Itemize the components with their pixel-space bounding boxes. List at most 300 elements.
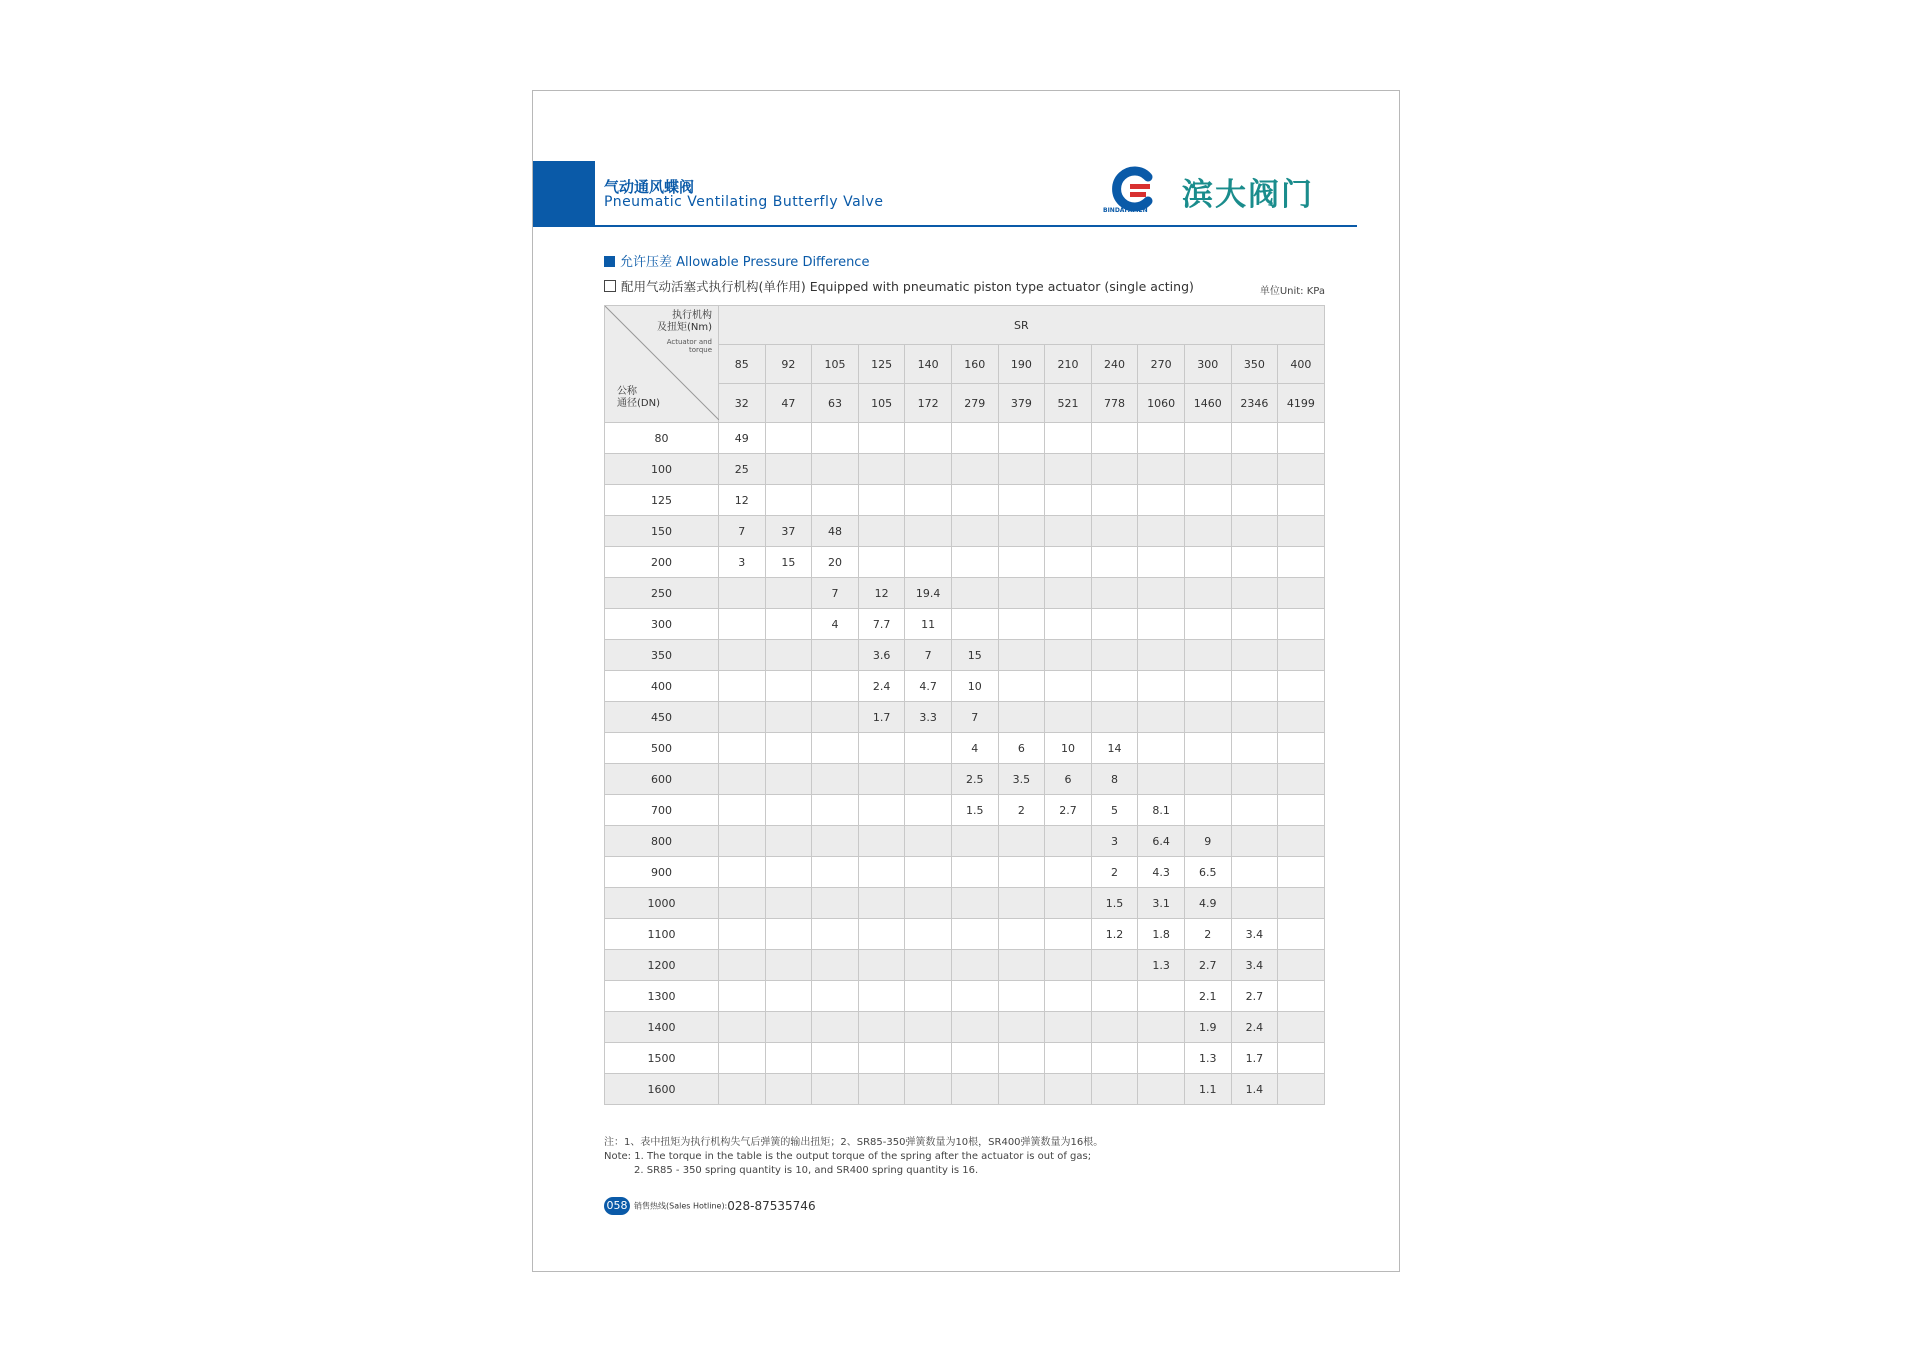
value-cell: 7 [905,640,952,671]
value-cell: 2.7 [1184,950,1231,981]
value-cell [1045,1043,1092,1074]
value-cell [765,609,812,640]
value-cell [1138,609,1185,640]
value-cell [1278,981,1325,1012]
value-cell: 2.1 [1184,981,1231,1012]
dn-cell: 450 [605,702,719,733]
value-cell [1045,547,1092,578]
dn-cell: 1100 [605,919,719,950]
value-cell [905,423,952,454]
value-cell [812,1043,859,1074]
value-cell [951,888,998,919]
value-cell [1278,578,1325,609]
table-row [605,950,1325,981]
value-cell: 3.3 [905,702,952,733]
brand-logo-text: BINDAFAMEN [1103,207,1148,214]
value-cell [905,1012,952,1043]
value-cell [765,795,812,826]
value-cell [905,547,952,578]
value-cell [1231,423,1278,454]
value-cell [951,454,998,485]
value-cell: 2 [1091,857,1138,888]
table-row [605,1074,1325,1105]
dn-cell: 200 [605,547,719,578]
value-cell [998,547,1045,578]
value-cell [1091,1012,1138,1043]
value-cell: 15 [951,640,998,671]
value-cell [1278,888,1325,919]
value-cell [812,423,859,454]
dn-cell: 125 [605,485,719,516]
corner-actuator-label: 执行机构 及扭矩(Nm) [656,310,712,333]
model-header-cell: 160 [951,345,998,384]
value-cell [719,609,766,640]
value-cell [1045,857,1092,888]
value-cell [765,981,812,1012]
hotline-label: 销售热线(Sales Hotline): [634,1201,728,1211]
value-cell [998,454,1045,485]
value-cell [1045,1012,1092,1043]
table-row [605,454,1325,485]
value-cell [1231,702,1278,733]
value-cell [765,764,812,795]
empty-square-icon [604,280,616,292]
model-header-cell: 105 [812,345,859,384]
value-cell: 14 [1091,733,1138,764]
value-cell [1045,671,1092,702]
page-number-badge: 058 [604,1197,630,1215]
table-row [605,1012,1325,1043]
value-cell [812,671,859,702]
value-cell [858,950,905,981]
table-row [605,516,1325,547]
value-cell: 7 [951,702,998,733]
section-heading-text: 允许压差 Allowable Pressure Difference [620,255,870,270]
value-cell [1231,857,1278,888]
value-cell [951,857,998,888]
value-cell [1045,981,1092,1012]
dn-cell: 250 [605,578,719,609]
value-cell: 12 [858,578,905,609]
model-header-cell: 240 [1091,345,1138,384]
table-row [605,764,1325,795]
value-cell [858,485,905,516]
value-cell [812,454,859,485]
unit-label: 单位Unit: KPa [1259,286,1325,297]
value-cell [951,516,998,547]
value-cell [812,919,859,950]
value-cell [812,1074,859,1105]
value-cell [1184,578,1231,609]
value-cell [1231,764,1278,795]
value-cell [1231,609,1278,640]
value-cell [1278,454,1325,485]
value-cell [1278,857,1325,888]
value-cell [1138,733,1185,764]
value-cell [1091,423,1138,454]
note-cn: 注：1、表中扭矩为执行机构失气后弹簧的输出扭矩；2、SR85-350弹簧数量为10根，SR400弹簧数量为16根。 [604,1137,1104,1148]
value-cell [1184,795,1231,826]
value-cell [905,1043,952,1074]
value-cell [719,981,766,1012]
value-cell: 15 [765,547,812,578]
value-cell [765,733,812,764]
value-cell [1184,516,1231,547]
notes-block [604,1136,1103,1178]
value-cell [1138,1012,1185,1043]
model-header-cell: 140 [905,345,952,384]
value-cell [812,795,859,826]
value-cell [812,981,859,1012]
model-header-cell: 270 [1138,345,1185,384]
dn-cell: 350 [605,640,719,671]
value-cell [765,1074,812,1105]
value-cell [1138,764,1185,795]
value-cell [719,733,766,764]
value-cell: 3.4 [1231,950,1278,981]
value-cell [858,547,905,578]
value-cell [951,1074,998,1105]
value-cell [812,857,859,888]
value-cell [858,1074,905,1105]
value-cell [951,950,998,981]
value-cell: 6.5 [1184,857,1231,888]
value-cell: 1.5 [1091,888,1138,919]
value-cell [1231,888,1278,919]
value-cell [719,888,766,919]
value-cell [1278,640,1325,671]
table-row [605,485,1325,516]
value-cell [1231,671,1278,702]
value-cell [998,516,1045,547]
value-cell [1278,950,1325,981]
value-cell [905,516,952,547]
value-cell: 4.3 [1138,857,1185,888]
value-cell [1231,516,1278,547]
value-cell [951,919,998,950]
value-cell: 3 [719,547,766,578]
value-cell [1231,547,1278,578]
value-cell: 37 [765,516,812,547]
dn-cell: 500 [605,733,719,764]
value-cell [1138,547,1185,578]
value-cell: 4 [812,609,859,640]
value-cell: 2.7 [1231,981,1278,1012]
page-footer [604,1197,816,1215]
value-cell [998,1012,1045,1043]
value-cell [812,640,859,671]
value-cell [1091,609,1138,640]
dn-cell: 600 [605,764,719,795]
value-cell [1278,1074,1325,1105]
value-cell [951,609,998,640]
table-row [605,733,1325,764]
value-cell [1278,547,1325,578]
value-cell [1184,485,1231,516]
value-cell: 3.6 [858,640,905,671]
value-cell [998,609,1045,640]
torque-header-cell: 778 [1091,384,1138,423]
sr-group-header: SR [719,306,1325,345]
value-cell [1278,795,1325,826]
value-cell [1091,640,1138,671]
torque-header-cell: 172 [905,384,952,423]
value-cell [905,888,952,919]
value-cell [998,485,1045,516]
value-cell [951,578,998,609]
value-cell [719,857,766,888]
value-cell [765,640,812,671]
value-cell [719,764,766,795]
value-cell [1278,764,1325,795]
value-cell [1278,1043,1325,1074]
value-cell: 1.1 [1184,1074,1231,1105]
value-cell [1138,423,1185,454]
value-cell [858,857,905,888]
value-cell [998,1043,1045,1074]
table-row [605,1043,1325,1074]
table-row [605,981,1325,1012]
value-cell [1045,609,1092,640]
value-cell [1045,578,1092,609]
value-cell: 6 [998,733,1045,764]
value-cell [858,1012,905,1043]
value-cell [1045,516,1092,547]
table-row [605,857,1325,888]
value-cell [1278,423,1325,454]
value-cell [719,826,766,857]
table-row [605,888,1325,919]
value-cell [1091,454,1138,485]
value-cell [1138,1074,1185,1105]
value-cell: 1.9 [1184,1012,1231,1043]
value-cell [998,826,1045,857]
value-cell [998,578,1045,609]
page-title-cn: 气动通风蝶阀 [604,178,695,196]
value-cell [812,1012,859,1043]
value-cell [1278,826,1325,857]
value-cell [765,671,812,702]
value-cell [1138,671,1185,702]
value-cell [1045,485,1092,516]
value-cell: 1.2 [1091,919,1138,950]
value-cell [1184,702,1231,733]
value-cell [998,857,1045,888]
value-cell: 2 [998,795,1045,826]
value-cell [1138,981,1185,1012]
model-header-cell: 92 [765,345,812,384]
value-cell [1184,609,1231,640]
value-cell [765,919,812,950]
model-header-cell: 400 [1278,345,1325,384]
value-cell [1091,671,1138,702]
value-cell [905,919,952,950]
value-cell [1091,1043,1138,1074]
value-cell [951,423,998,454]
torque-header-cell: 521 [1045,384,1092,423]
value-cell [765,454,812,485]
value-cell [719,795,766,826]
dn-cell: 400 [605,671,719,702]
value-cell: 3.4 [1231,919,1278,950]
brand-logo-icon [1108,165,1156,213]
value-cell [1231,733,1278,764]
value-cell [951,1043,998,1074]
value-cell [951,485,998,516]
value-cell [719,702,766,733]
header-rule [595,225,1357,227]
value-cell [765,423,812,454]
value-cell: 1.8 [1138,919,1185,950]
value-cell [1184,640,1231,671]
model-header-cell: 350 [1231,345,1278,384]
value-cell [1091,1074,1138,1105]
value-cell [1278,1012,1325,1043]
value-cell [765,857,812,888]
value-cell [1091,547,1138,578]
value-cell [905,764,952,795]
value-cell [1184,454,1231,485]
value-cell [1231,640,1278,671]
value-cell [1278,702,1325,733]
value-cell [1045,702,1092,733]
value-cell [765,578,812,609]
value-cell [858,919,905,950]
dn-cell: 150 [605,516,719,547]
value-cell [1045,919,1092,950]
dn-cell: 700 [605,795,719,826]
value-cell [1045,826,1092,857]
corner-dn-label: 公称 通径(DN) [617,386,660,409]
value-cell [951,547,998,578]
value-cell [719,1012,766,1043]
value-cell: 10 [951,671,998,702]
catalog-page [532,90,1400,1272]
table-row [605,826,1325,857]
torque-header-cell: 1060 [1138,384,1185,423]
value-cell [1278,516,1325,547]
value-cell: 19.4 [905,578,952,609]
table-row [605,547,1325,578]
value-cell [1231,485,1278,516]
value-cell [812,888,859,919]
value-cell [858,454,905,485]
value-cell [812,485,859,516]
note-en-1: Note: 1. The torque in the table is the output torque of the spring after the actuator is out of gas; [604,1151,1092,1162]
value-cell [1138,1043,1185,1074]
value-cell [765,1043,812,1074]
value-cell: 1.7 [1231,1043,1278,1074]
value-cell [1138,454,1185,485]
dn-cell: 1600 [605,1074,719,1105]
model-header-cell: 190 [998,345,1045,384]
value-cell [1091,950,1138,981]
value-cell [1231,795,1278,826]
value-cell [1045,423,1092,454]
model-header-cell: 210 [1045,345,1092,384]
value-cell [812,733,859,764]
value-cell [998,950,1045,981]
value-cell [998,671,1045,702]
value-cell [1184,764,1231,795]
value-cell: 48 [812,516,859,547]
value-cell [719,671,766,702]
value-cell [765,1012,812,1043]
value-cell [858,516,905,547]
table-group-row [605,306,1325,345]
value-cell [1045,1074,1092,1105]
value-cell: 1.3 [1138,950,1185,981]
value-cell: 5 [1091,795,1138,826]
value-cell: 1.7 [858,702,905,733]
value-cell [905,454,952,485]
value-cell: 3.1 [1138,888,1185,919]
table-row [605,671,1325,702]
value-cell [812,702,859,733]
filled-square-icon [604,256,615,267]
dn-cell: 300 [605,609,719,640]
value-cell [858,733,905,764]
value-cell [765,702,812,733]
dn-cell: 100 [605,454,719,485]
value-cell: 11 [905,609,952,640]
value-cell [719,1074,766,1105]
value-cell [998,640,1045,671]
corner-actuator-en: Actuator and torque [666,338,712,354]
torque-header-cell: 47 [765,384,812,423]
dn-cell: 800 [605,826,719,857]
torque-header-cell: 63 [812,384,859,423]
value-cell: 25 [719,454,766,485]
dn-cell: 80 [605,423,719,454]
value-cell [1091,516,1138,547]
value-cell [1184,547,1231,578]
dn-cell: 1200 [605,950,719,981]
value-cell [1278,609,1325,640]
value-cell: 3.5 [998,764,1045,795]
dn-cell: 1400 [605,1012,719,1043]
value-cell [1184,671,1231,702]
value-cell [1138,516,1185,547]
value-cell [905,950,952,981]
value-cell: 20 [812,547,859,578]
value-cell [905,733,952,764]
value-cell [998,423,1045,454]
value-cell: 3 [1091,826,1138,857]
value-cell [1045,950,1092,981]
table-row [605,702,1325,733]
torque-header-cell: 32 [719,384,766,423]
pressure-difference-table [604,305,1325,1105]
value-cell [858,888,905,919]
value-cell: 1.5 [951,795,998,826]
torque-header-cell: 1460 [1184,384,1231,423]
value-cell [951,826,998,857]
value-cell [905,981,952,1012]
value-cell [858,795,905,826]
value-cell: 2.4 [1231,1012,1278,1043]
torque-header-cell: 279 [951,384,998,423]
value-cell: 7 [719,516,766,547]
value-cell: 4.9 [1184,888,1231,919]
value-cell [1045,888,1092,919]
value-cell [719,919,766,950]
model-header-cell: 85 [719,345,766,384]
value-cell [1138,578,1185,609]
value-cell [765,826,812,857]
value-cell: 10 [1045,733,1092,764]
value-cell [1091,702,1138,733]
